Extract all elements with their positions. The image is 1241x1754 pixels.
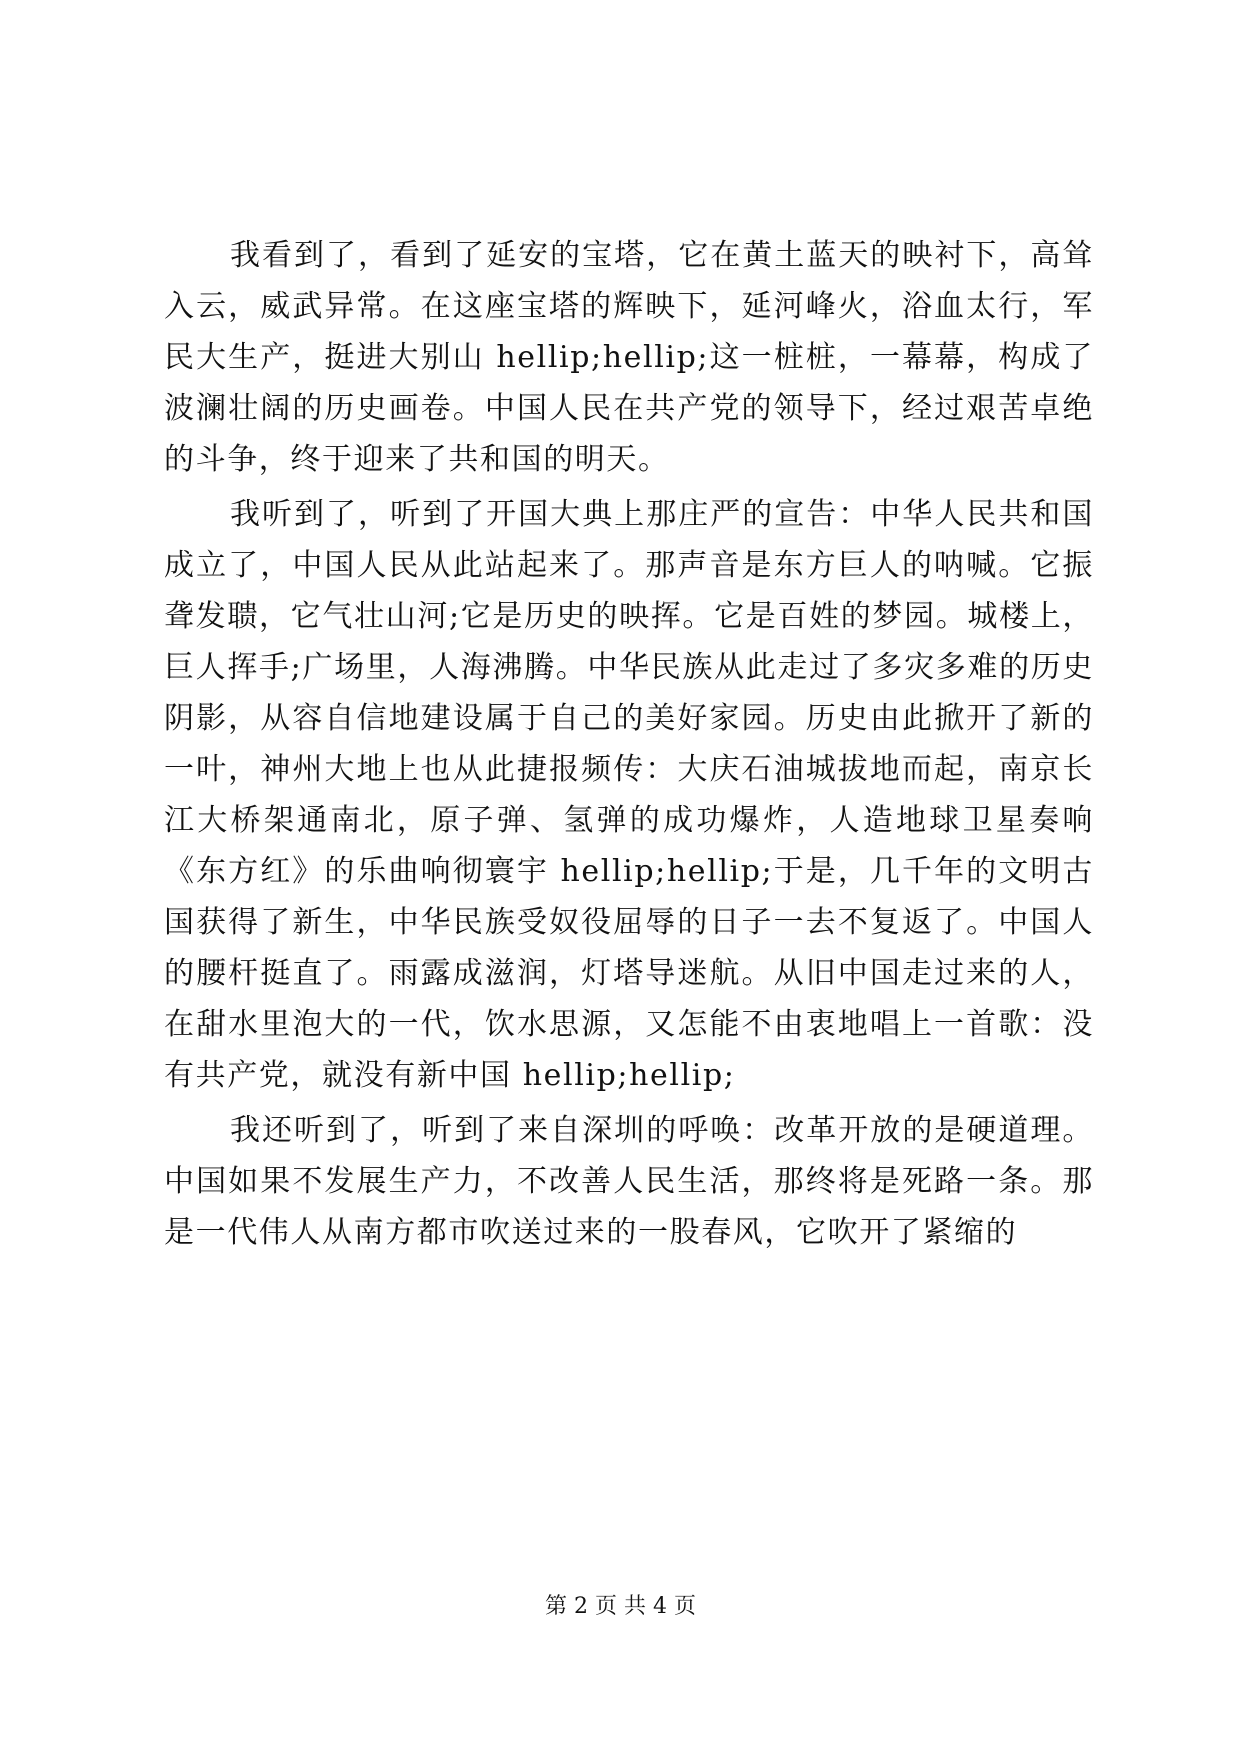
document-body [164,230,1094,1262]
paragraph-shenzhen-reform: 我还听到了，听到了来自深圳的呼唤：改革开放的是硬道理。中国如果不发展生产力，不改善人民生活，那终将是死路一条。那是一代伟人从南方都市吹送过来的一股春风，它吹开了紧缩的 [164,1113,1094,1250]
paragraph-founding-ceremony: 我听到了，听到了开国大典上那庄严的宣告：中华人民共和国成立了，中国人民从此站起来了。那声音是东方巨人的呐喊。它振聋发聩，它气壮山河;它是历史的映挥。它是百姓的梦园。城楼上，巨人挥手;广场里，人海沸腾。中华民族从此走过了多灾多难的历史阴影，从容自信地建设属于自己的美好家园。历史由此掀开了新的一叶，神州大地上也从此捷报频传：大庆石油城拔地而起，南京长江大桥架通南北，原子弹、氢弹的成功爆炸，人造地球卫星奏响《东方红》的乐曲响彻寰宇 hellip;hellip;于是，几千年的文明古国获得了新生，中华民族受奴役屈辱的日子一去不复返了。中国人的腰杆挺直了。雨露成滋润，灯塔导迷航。从旧中国走过来的人，在甜水里泡大的一代，饮水思源，又怎能不由衷地唱上一首歌：没有共产党，就没有新中国 hellip;hellip; [164,497,1094,1093]
paragraph-yanan-pagoda: 我看到了，看到了延安的宝塔，它在黄土蓝天的映衬下，高耸入云，威武异常。在这座宝塔的辉映下，延河峰火，浴血太行，军民大生产，挺进大别山 hellip;hellip;这一桩桩，一幕幕，构成了波澜壮阔的历史画卷。中国人民在共产党的领导下，经过艰苦卓绝的斗争，终于迎来了共和国的明天。 [164,238,1094,477]
page-number-indicator: 第 2 页 共 4 页 [545,1594,696,1619]
page-footer [0,1592,1241,1622]
